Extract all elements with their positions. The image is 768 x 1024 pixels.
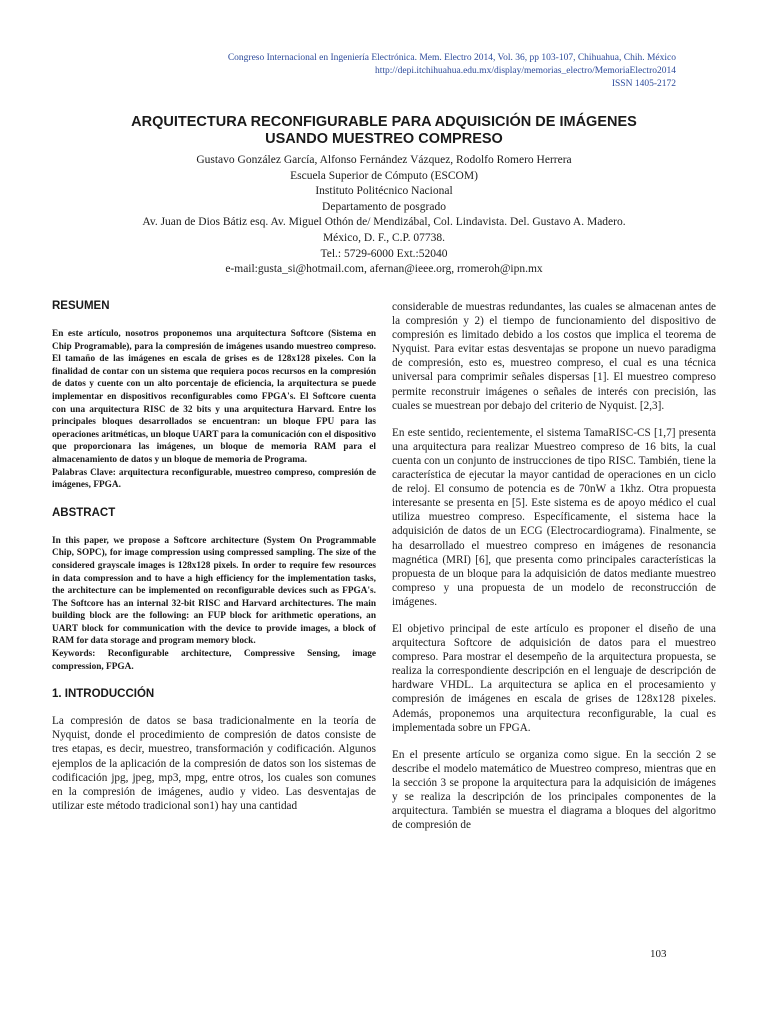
- author-phone: Tel.: 5729-6000 Ext.:52040: [320, 247, 448, 260]
- resumen-keywords: Palabras Clave: arquitectura reconfigurable, muestreo compreso, compresión de imágenes, FPGA.: [52, 467, 376, 491]
- author-emails: e-mail:gusta_si@hotmail.com, afernan@ieee.org, rromeroh@ipn.mx: [225, 263, 543, 276]
- page-header: [76, 52, 676, 91]
- author-school: Escuela Superior de Cómputo (ESCOM): [290, 169, 478, 182]
- right-paragraph-3: El objetivo principal de este artículo es proponer el diseño de una arquitectura Softcore de adquisición de datos para el muestreo compreso. Para mostrar el desempeño de la arquitectura propuesta, se realiza la correspondiente descripción en el lenguaje de descripción de hardware VHDL. La arquitectura se aplica en el procesamiento y compresión de imágenes en escala de grises de 128x128 pixeles. Además, proponemos una arquitectura reconfigurable, la cual es implementada sobre un FPGA.: [392, 622, 716, 734]
- abstract-body: In this paper, we propose a Softcore architecture (System On Programmable Chip, SOPC), for image compression using compressed sampling. The size of the considered grayscale images is 128x128 pixels. In order to require few resources in data compression and to have a high efficiency for the implementation tasks, the architecture can be implemented on reconfigurable devices such as FPGA's. The Softcore has an internal 32-bit RISC and Harvard architectures. The main building block are the following: an FUP block for arithmetic operations, an UART block for communication with the device to provide images, a block of RAM for data storage and program memory block.: [52, 535, 376, 647]
- title-line-2: USANDO MUESTREO COMPRESO: [265, 131, 503, 147]
- issn: ISSN 1405-2172: [611, 79, 676, 89]
- author-city: México, D. F., C.P. 07738.: [322, 231, 446, 244]
- author-department: Departamento de posgrado: [322, 200, 446, 213]
- abstract-heading: ABSTRACT: [52, 506, 116, 519]
- abstract-keywords: Keywords: Reconfigurable architecture, Compressive Sensing, image compression, FPGA.: [52, 649, 376, 672]
- intro-heading: 1. INTRODUCCIÓN: [52, 688, 155, 701]
- resumen-heading: RESUMEN: [52, 300, 110, 312]
- resumen-body: En este artículo, nosotros proponemos una arquitectura Softcore (Sistema en Chip Programable), para la compresión de imágenes usando muestreo compreso. El tamaño de las imágenes en escala de grises es de 128x128 pixeles. Con la finalidad de contar con un sistema que requiera pocos recursos en la compresión de datos y cuente con un alto porcentaje de eficiencia, la arquitectura se puede implementar en dispositivos reconfigurables como FPGA's. El Softcore cuenta con una arquitectura RISC de 32 bits y una arquitectura Harvard. Entre los principales bloques desarrollados se encuentran: un bloque FPU para las operaciones aritméticas, un bloque UART para la comunicación con el dispositivo que proporcionara las imágenes, un bloque de memoria RAM para el almacenamiento de datos y un bloque de memoria de Programa.: [52, 329, 376, 465]
- conference-line: Congreso Internacional en Ingeniería Electrónica. Mem. Electro 2014, Vol. 36, pp 103-107, Chihuahua, Chih. México: [227, 53, 676, 63]
- right-column: [392, 300, 716, 832]
- intro-paragraph: La compresión de datos se basa tradicionalmente en la teoría de Nyquist, donde el procedimiento de compresión de datos consiste de tres etapas, es decir, muestreo, transformación y codificación. Algunos ejemplos de la aplicación de la compresión de datos son los sistemas de codificación jpg, jpeg, mp3, mpg, entre otros, los cuales son comunes en la compresión de imágenes, audio y video. Las desventajas de utilizar este método tradicional son1) hay una cantidad: [52, 715, 376, 812]
- left-column: [52, 300, 376, 813]
- page-number: 103: [650, 948, 667, 960]
- right-paragraph-1: considerable de muestras redundantes, las cuales se almacenan antes de la compresión y 2) el tiempo de funcionamiento del dispositivo de compresión es limitado debido a los costos que implica el teorema de Nyquist. Para evitar estas desventajas se propone un nuevo paradigma de compresión, esto es, muestreo compreso, el cual es una técnica universal para comprimir señales dispersas [1]. El muestreo compreso permite reconstruir imágenes o señales de interés con precisión, las cuales se muestrean por debajo del criterio de Nyquist. [2,3].: [392, 301, 716, 412]
- author-institute: Instituto Politécnico Nacional: [315, 185, 453, 198]
- right-paragraph-4: En el presente artículo se organiza como sigue. En la sección 2 se describe el modelo matemático de Muestreo compreso, mientras que en la sección 3 se propone la arquitectura para la adquisición de imágenes y se realiza la descripción de los principales componentes de la arquitectura. También se muestra el diagrama a bloques del algoritmo de compresión de: [392, 748, 716, 832]
- title-line-1: ARQUITECTURA RECONFIGURABLE PARA ADQUISICIÓN DE IMÁGENES: [131, 114, 637, 130]
- author-names: Gustavo González García, Alfonso Fernández Vázquez, Rodolfo Romero Herrera: [196, 154, 572, 166]
- conference-url: http://depi.itchihuahua.edu.mx/display/memorias_electro/MemoriaElectro2014: [374, 66, 676, 76]
- right-paragraph-2: En este sentido, recientemente, el sistema TamaRISC-CS [1,7] presenta una arquitectura para realizar Muestreo compreso de 16 bits, la cual cuenta con un conjunto de instrucciones de tipo RISC. También, tiene la característica de ejecutar la mayor cantidad de operaciones en un ciclo de reloj. El consumo de potencia es de 70nW a 1khz. Otra propuesta interesante se presenta en [5]. Este sistema es de apoyo médico el cual utiliza muestreo compreso. Específicamente, el sistema hace la adquisición de datos de un ECG (Electrocardiograma). Finalmente, se ha desarrollado el muestreo compreso en imágenes de resonancia magnética (MRI) [6], que presenta como principales características la propuesta de un bloque para la adquisición de datos mediante muestreo compreso y una propuesta de un modelo de reconstrucción de imágenes.: [392, 426, 716, 608]
- author-block: [60, 153, 708, 278]
- paper-title: [0, 114, 768, 148]
- author-address: Av. Juan de Dios Bátiz esq. Av. Miguel Othón de/ Mendizábal, Col. Lindavista. Del. Gustavo A. Madero.: [142, 216, 626, 229]
